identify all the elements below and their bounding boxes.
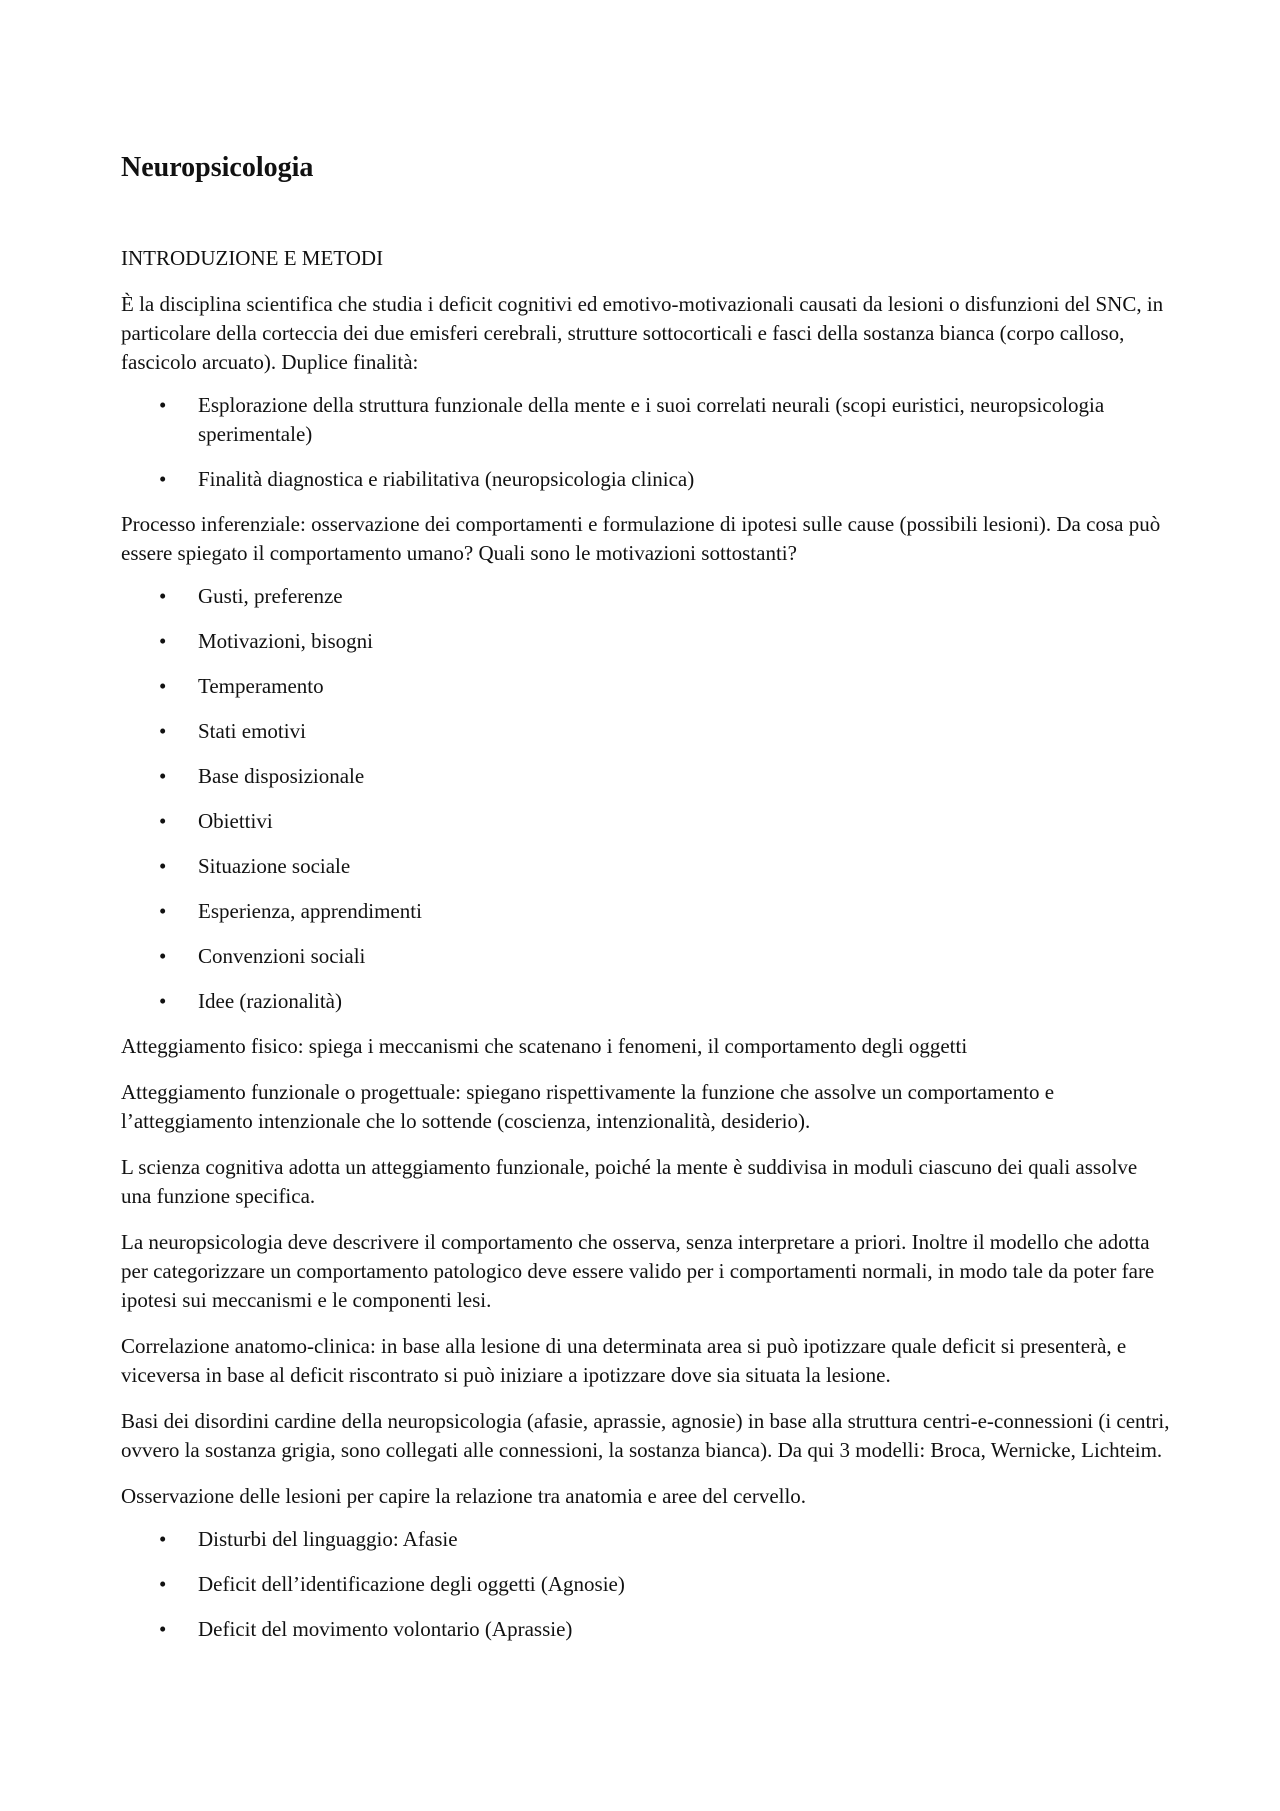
bullet-icon: • — [159, 989, 167, 1013]
list-item — [121, 807, 1171, 836]
bullet-icon: • — [159, 584, 167, 608]
list-item — [121, 762, 1171, 791]
bullet-icon: • — [159, 1572, 167, 1596]
paragraph: Correlazione anatomo-clinica: in base alla lesione di una determinata area si può ipotizzare quale deficit si presenterà, e viceversa in base al deficit riscontrato si può iniziare a ipotizzare dove sia situata la lesione. — [121, 1334, 1127, 1387]
bullet-icon: • — [159, 1527, 167, 1551]
list-item — [121, 465, 1171, 494]
bullet-icon: • — [159, 854, 167, 878]
bullet-icon: • — [159, 809, 167, 833]
list-item — [121, 897, 1171, 926]
section-heading: INTRODUZIONE E METODI — [121, 246, 384, 270]
list-item-text: Idee (razionalità) — [198, 989, 342, 1013]
bullet-list — [121, 391, 1171, 494]
list-item-text: Gusti, preferenze — [198, 584, 343, 608]
bullet-icon: • — [159, 674, 167, 698]
paragraph: La neuropsicologia deve descrivere il comportamento che osserva, senza interpretare a priori. Inoltre il modello che adotta per categorizzare un comportamento patologico deve essere valido per i comportamenti normali, in modo tale da poter fare ipotesi sui meccanismi e le componenti lesi. — [121, 1230, 1155, 1312]
list-item-text: Esplorazione della struttura funzionale della mente e i suoi correlati neurali (scopi euristici, neuropsicologia sperimentale) — [198, 393, 1105, 446]
paragraph: Osservazione delle lesioni per capire la relazione tra anatomia e aree del cervello. — [121, 1484, 807, 1508]
bullet-list — [121, 1525, 1171, 1644]
list-item-text: Temperamento — [198, 674, 324, 698]
list-item — [121, 1570, 1171, 1599]
list-item — [121, 391, 1171, 449]
bullet-icon: • — [159, 1617, 167, 1641]
paragraph: Basi dei disordini cardine della neuropsicologia (afasie, aprassie, agnosie) in base alla struttura centri-e-connessioni (i centri, ovvero la sostanza grigia, sono collegati alle connessioni, la sostanza bianca). Da qui 3 modelli: Broca, Wernicke, Lichteim. — [121, 1409, 1170, 1462]
list-item — [121, 942, 1171, 971]
list-item-text: Deficit del movimento volontario (Aprassie) — [198, 1617, 573, 1641]
bullet-icon: • — [159, 467, 167, 491]
list-item — [121, 582, 1171, 611]
list-item — [121, 627, 1171, 656]
list-item — [121, 1525, 1171, 1554]
paragraph: L scienza cognitiva adotta un atteggiamento funzionale, poiché la mente è suddivisa in moduli ciascuno dei quali assolve una funzione specifica. — [121, 1155, 1138, 1208]
list-item-text: Situazione sociale — [198, 854, 351, 878]
list-item-text: Motivazioni, bisogni — [198, 629, 373, 653]
document-title: Neuropsicologia — [121, 152, 314, 183]
list-item-text: Stati emotivi — [198, 719, 306, 743]
list-item-text: Obiettivi — [198, 809, 273, 833]
list-item — [121, 987, 1171, 1016]
bullet-icon: • — [159, 944, 167, 968]
list-item — [121, 852, 1171, 881]
list-item-text: Esperienza, apprendimenti — [198, 899, 422, 923]
bullet-icon: • — [159, 393, 167, 417]
paragraph: È la disciplina scientifica che studia i deficit cognitivi ed emotivo-motivazionali causati da lesioni o disfunzioni del SNC, in particolare della corteccia dei due emisferi cerebrali, strutture sottocorticali e fasci della sostanza bianca (corpo calloso, fascicolo arcuato). Duplice finalità: — [121, 292, 1164, 374]
list-item-text: Deficit dell’identificazione degli oggetti (Agnosie) — [198, 1572, 625, 1596]
paragraph: Atteggiamento fisico: spiega i meccanismi che scatenano i fenomeni, il comportamento degli oggetti — [121, 1034, 968, 1058]
bullet-icon: • — [159, 899, 167, 923]
bullet-icon: • — [159, 629, 167, 653]
bullet-list — [121, 582, 1171, 1016]
document-page — [121, 150, 1171, 1660]
list-item-text: Finalità diagnostica e riabilitativa (neuropsicologia clinica) — [198, 467, 695, 491]
list-item-text: Convenzioni sociali — [198, 944, 366, 968]
list-item — [121, 1615, 1171, 1644]
bullet-icon: • — [159, 719, 167, 743]
list-item — [121, 672, 1171, 701]
list-item — [121, 717, 1171, 746]
list-item-text: Disturbi del linguaggio: Afasie — [198, 1527, 458, 1551]
paragraph: Processo inferenziale: osservazione dei comportamenti e formulazione di ipotesi sulle cause (possibili lesioni). Da cosa può essere spiegato il comportamento umano? Quali sono le motivazioni sottostanti? — [121, 512, 1161, 565]
paragraph: Atteggiamento funzionale o progettuale: spiegano rispettivamente la funzione che assolve un comportamento e l’atteggiamento intenzionale che lo sottende (coscienza, intenzionalità, desiderio). — [121, 1080, 1055, 1133]
list-item-text: Base disposizionale — [198, 764, 365, 788]
bullet-icon: • — [159, 764, 167, 788]
